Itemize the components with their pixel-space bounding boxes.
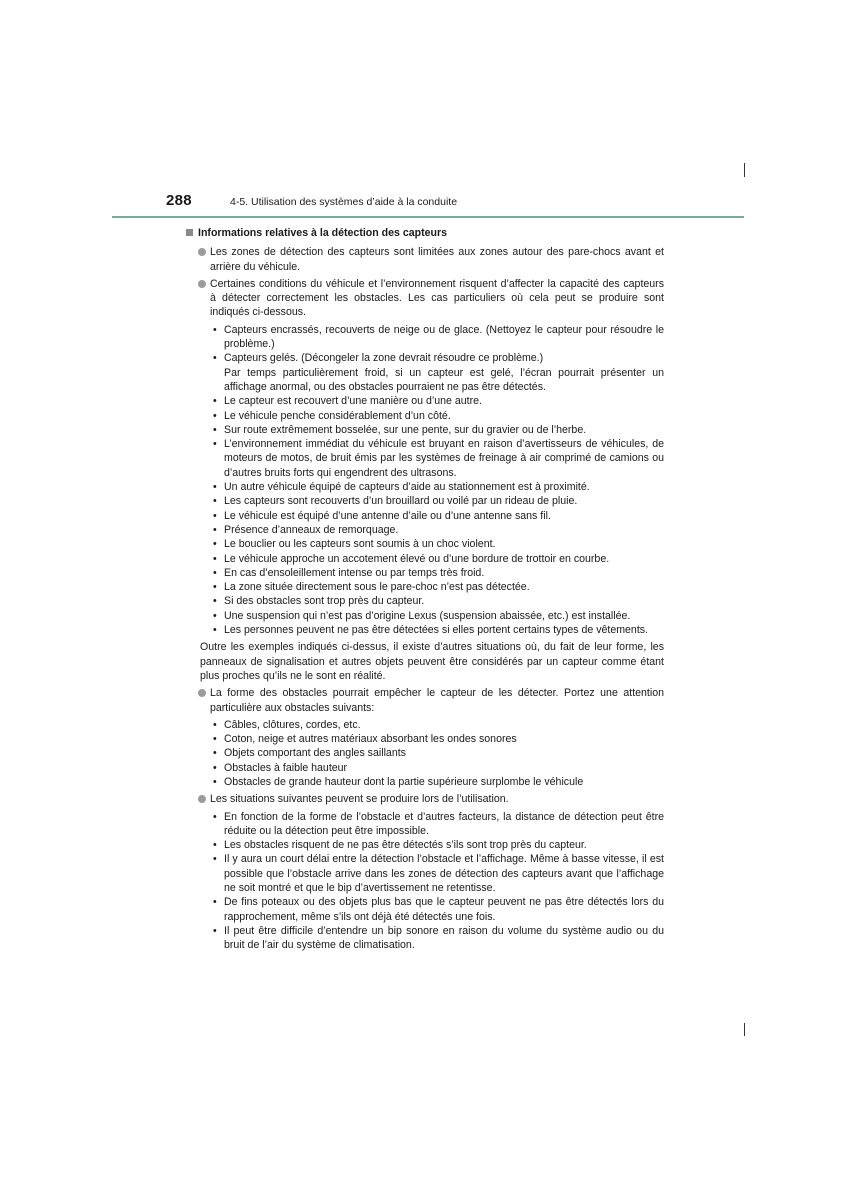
sub-list-item-text: Coton, neige et autres matériaux absorbant les ondes sonores [224, 733, 517, 746]
sub-list [210, 718, 664, 789]
page-number: 288 [166, 192, 192, 209]
bullet-dot-icon [198, 795, 206, 803]
sub-list-item [210, 537, 664, 551]
sub-list-item-text: Sur route extrêmement bosselée, sur une pente, sur du gravier ou de l’herbe. [224, 423, 587, 436]
sub-list-item [210, 509, 664, 523]
bullet-group-1 [186, 245, 664, 637]
sub-list-item-text: La zone située directement sous le pare-choc n’est pas détectée. [224, 581, 530, 594]
bullet-item [186, 245, 664, 274]
sub-list-item-text: En fonction de la forme de l’obstacle et d’autres facteurs, la distance de détection peut être réduite ou la détection peut être impossible. [224, 810, 664, 837]
sub-list-item [210, 423, 664, 437]
sub-list-item-text: Câbles, clôtures, cordes, etc. [224, 718, 361, 731]
sub-bullet-mark: • [213, 747, 217, 760]
sub-list-item [210, 623, 664, 637]
sub-bullet-mark: • [213, 552, 217, 565]
sub-bullet-mark: • [213, 595, 217, 608]
sub-bullet-mark: • [213, 718, 217, 731]
sub-list-item-text: Obstacles de grande hauteur dont la partie supérieure surplombe le véhicule [224, 775, 584, 788]
sub-bullet-mark: • [213, 761, 217, 774]
sub-list-item [210, 494, 664, 508]
sub-bullet-mark: • [213, 538, 217, 551]
sub-list-item-text: L’environnement immédiat du véhicule est bruyant en raison d’avertisseurs de véhicules, de moteurs de motos, de bruit émis par les systèmes de freinage à air comprimé de camions ou d’autres bruits forts qui engendrent des ultrasons. [224, 438, 664, 479]
sub-list-item [210, 437, 664, 480]
sub-list-item [210, 838, 664, 852]
sub-list-item [210, 566, 664, 580]
sub-list-item-text: Capteurs gelés. (Décongeler la zone devrait résoudre ce problème.) Par temps particulièrement froid, si un capteur est gelé, l’écran pourrait présenter un affichage anormal, ou des obstacles pourraient ne pas être détectés. [224, 352, 664, 393]
bullet-group-2 [186, 686, 664, 952]
sub-list-item [210, 523, 664, 537]
square-bullet-icon [186, 229, 193, 236]
chapter-title: 4-5. Utilisation des systèmes d’aide à la conduite [230, 196, 458, 208]
bullet-dot-icon [198, 248, 206, 256]
bullet-text: Les situations suivantes peuvent se produire lors de l’utilisation. [210, 793, 509, 806]
sub-bullet-mark: • [213, 423, 217, 436]
sub-list-item [210, 323, 664, 352]
sub-list-item-text: Le véhicule penche considérablement d’un côté. [224, 409, 451, 422]
sub-list-item [210, 810, 664, 839]
sub-list-item [210, 746, 664, 760]
sub-list-item [210, 895, 664, 924]
sub-list-item-text: Obstacles à faible hauteur [224, 761, 348, 774]
sub-list-item-text: Le capteur est recouvert d’une manière ou d’une autre. [224, 395, 482, 408]
sub-bullet-mark: • [213, 495, 217, 508]
sub-list-item [210, 609, 664, 623]
bullet-text: Certaines conditions du véhicule et l’environnement risquent d’affecter la capacité des capteurs à détecter correctement les obstacles. Les cas particuliers où cela peut se produire sont indiqués ci-dessous. [210, 277, 664, 319]
sub-bullet-mark: • [213, 853, 217, 866]
sub-list-item [210, 409, 664, 423]
sub-list-item [210, 351, 664, 394]
sub-list [210, 323, 664, 638]
sub-list-item [210, 594, 664, 608]
sub-list-item-text: De fins poteaux ou des objets plus bas que le capteur peuvent ne pas être détectés lors du rapprochement, même s’ils ont déjà été détectés une fois. [224, 896, 664, 923]
sub-list-item-text: Les personnes peuvent ne pas être détectées si elles portent certains types de vêtements. [224, 624, 649, 637]
sub-bullet-mark: • [213, 395, 217, 408]
sub-list-item [210, 924, 664, 953]
sub-list [210, 810, 664, 953]
sub-list-item [210, 775, 664, 789]
sub-bullet-mark: • [213, 566, 217, 579]
bullet-item [186, 686, 664, 789]
sub-list-item-text: Présence d’anneaux de remorquage. [224, 523, 399, 536]
sub-list-item [210, 552, 664, 566]
sub-bullet-mark: • [213, 609, 217, 622]
sub-bullet-mark: • [213, 409, 217, 422]
header-rule [112, 216, 744, 218]
sub-list-item-text: Le véhicule est équipé d’une antenne d’aile ou d’une antenne sans fil. [224, 509, 551, 522]
sub-bullet-mark: • [213, 810, 217, 823]
sub-list-item [210, 580, 664, 594]
sub-bullet-mark: • [213, 509, 217, 522]
bullet-text: Les zones de détection des capteurs sont limitées aux zones autour des pare-chocs avant et arrière du véhicule. [210, 246, 664, 273]
bullet-item [186, 277, 664, 637]
sub-list-item-text: Le véhicule approche un accotement élevé ou d’une bordure de trottoir en courbe. [224, 552, 610, 565]
crop-mark-top [744, 163, 745, 177]
sub-bullet-mark: • [213, 438, 217, 451]
sub-bullet-mark: • [213, 924, 217, 937]
sub-list-item-text: Si des obstacles sont trop près du capteur. [224, 595, 425, 608]
sub-list-item-text: Le bouclier ou les capteurs sont soumis à un choc violent. [224, 538, 496, 551]
section-heading [186, 226, 664, 240]
sub-bullet-mark: • [213, 481, 217, 494]
sub-list-item-text: Il y aura un court délai entre la détection l’obstacle et l’affichage. Même à basse vitesse, il est possible que l’obstacle arrive dans les zones de détection des capteurs avant que l’affichage ne soit montré et que le bip d’avertissement ne retentisse. [224, 853, 664, 895]
page-header [112, 190, 744, 218]
bullet-dot-icon [198, 280, 206, 288]
bullet-dot-icon [198, 689, 206, 697]
main-content [186, 226, 664, 956]
crop-mark-bottom [744, 1023, 745, 1036]
sub-list-item-text: Une suspension qui n’est pas d’origine Lexus (suspension abaissée, etc.) est installée. [224, 609, 631, 622]
sub-list-item [210, 732, 664, 746]
section-heading-text: Informations relatives à la détection des capteurs [198, 227, 448, 239]
sub-list-item [210, 852, 664, 895]
sub-list-item-text: Objets comportant des angles saillants [224, 747, 406, 760]
bullet-item [186, 792, 664, 952]
sub-list-item-text: Les capteurs sont recouverts d’un brouillard ou voilé par un rideau de pluie. [224, 495, 578, 508]
sub-list-item-text: En cas d’ensoleillement intense ou par temps très froid. [224, 566, 485, 579]
sub-bullet-mark: • [213, 775, 217, 788]
bullet-text: La forme des obstacles pourrait empêcher le capteur de les détecter. Portez une attention particulière aux obstacles suivants: [210, 687, 664, 714]
sub-bullet-mark: • [213, 323, 217, 336]
sub-bullet-mark: • [213, 581, 217, 594]
sub-bullet-mark: • [213, 352, 217, 365]
note-paragraph: Outre les exemples indiqués ci-dessus, il existe d’autres situations où, du fait de leur forme, les panneaux de signalisation et autres objets peuvent être considérés par un capteur comme étant plus proches qu’ils ne le sont en réalité. [200, 641, 664, 682]
sub-list-item-text: Les obstacles risquent de ne pas être détectés s’ils sont trop près du capteur. [224, 839, 587, 852]
sub-list-item [210, 761, 664, 775]
sub-bullet-mark: • [213, 896, 217, 909]
sub-bullet-mark: • [213, 523, 217, 536]
sub-list-item-text: Il peut être difficile d’entendre un bip sonore en raison du volume du système audio ou du bruit de l’air du système de climatisation. [224, 924, 664, 952]
sub-bullet-mark: • [213, 839, 217, 852]
sub-bullet-mark: • [213, 733, 217, 746]
sub-list-item [210, 718, 664, 732]
sub-list-item [210, 394, 664, 408]
sub-bullet-mark: • [213, 624, 217, 637]
sub-list-item [210, 480, 664, 494]
sub-list-item-text: Un autre véhicule équipé de capteurs d’aide au stationnement est à proximité. [224, 481, 590, 494]
sub-list-item-text: Capteurs encrassés, recouverts de neige ou de glace. (Nettoyez le capteur pour résoudre le problème.) [224, 323, 664, 351]
